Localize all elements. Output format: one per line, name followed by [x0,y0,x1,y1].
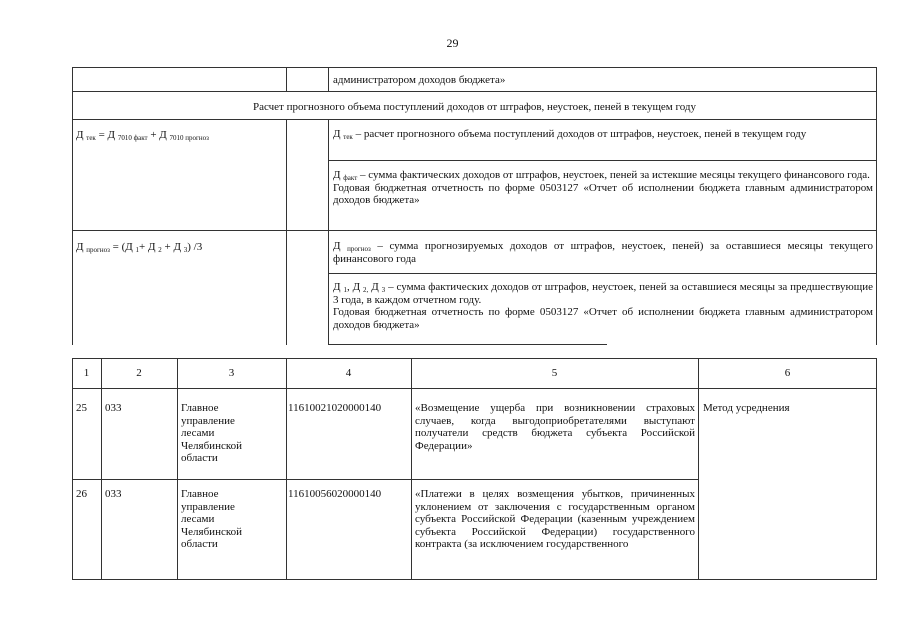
column-header: 4 [345,367,352,379]
page-number: 29 [446,36,459,50]
column-header: 6 [784,367,791,379]
definition-d-1-2-3: Д $_1$, Д $_{2,}$ Д $_3$ – сумма фактических доходов от штрафов, неустоек, пеней за оставшиеся месяцы за предшествующие 3 года, в каждом отчетном году. Годовая бюджетная отчетность по форме 0503127 «Отчет об исполнении бюджета главным администратором доходов бюджета» [333,281,873,331]
rule [411,358,412,580]
formula-forecast: Д $_{прогноз}$ = (Д $_1$+ Д $_2$ + Д $_3$) /3 [76,241,203,254]
admin-name: Главное управление лесами Челябинской области [181,488,243,550]
admin-name: Главное управление лесами Челябинской области [181,402,243,464]
revenue-table [72,358,877,580]
column-header: 3 [228,367,235,379]
kbk-code: 11610056020000140 [288,488,382,500]
continuation-text: администратором доходов бюджета» [333,74,506,86]
calculation-method: Метод усреднения [703,402,790,414]
rule [286,358,287,580]
rule [328,273,877,274]
definition-d-tek: Д $_{тек}$ – расчет прогнозного объема поступлений доходов от штрафов, неустоек, пеней в текущем году [333,128,807,141]
section-heading: Расчет прогнозного объема поступлений доходов от штрафов, неустоек, пеней в текущем году [252,101,697,113]
rule [328,344,607,345]
rule [72,91,877,92]
rule [72,230,877,231]
formula-current-year: Д $_{тек}$ = Д $_{7010 факт}$ + Д $_{7010 прогноз}$ [76,129,209,142]
rule [286,119,287,345]
row-number: 26 [76,488,87,500]
rule [286,67,287,91]
rule [72,388,877,389]
admin-code: 033 [105,402,122,414]
column-header: 2 [136,367,142,379]
definition-d-fakt: Д $_{факт}$ – сумма фактических доходов от штрафов, неустоек, пеней за истекшие месяцы текущего финансового года. Годовая бюджетная отчетность по форме 0503127 «Отчет об исполнении бюджета главным администратором доходов бюджета» [333,169,873,206]
admin-code: 033 [105,488,122,500]
rule [101,358,102,580]
revenue-name: «Возмещение ущерба при возникновении страховых случаев, когда выгодоприобретателями выступают получатели средств бюджета субъекта Российской Федерации» [415,402,695,452]
rule [328,67,329,91]
column-header: 5 [551,367,558,379]
rule [72,119,877,120]
rule [698,358,699,580]
column-header: 1 [83,367,90,379]
definition-d-prognoz: Д $_{прогноз}$ – сумма прогнозируемых доходов от штрафов, неустоек, пеней) за оставшиеся месяцы текущего финансового года [333,240,873,265]
row-number: 25 [76,402,87,414]
kbk-code: 11610021020000140 [288,402,382,414]
revenue-name: «Платежи в целях возмещения убытков, причиненных уклонением от заключения с государственным органом субъекта Российской Федерации (казенным учреждением субъекта Российской Федерации) государственного контракта (за исключением государственного [415,488,695,550]
rule [328,160,877,161]
rule [72,479,698,480]
rule [328,119,329,345]
formula-table [72,67,877,345]
rule [177,358,178,580]
